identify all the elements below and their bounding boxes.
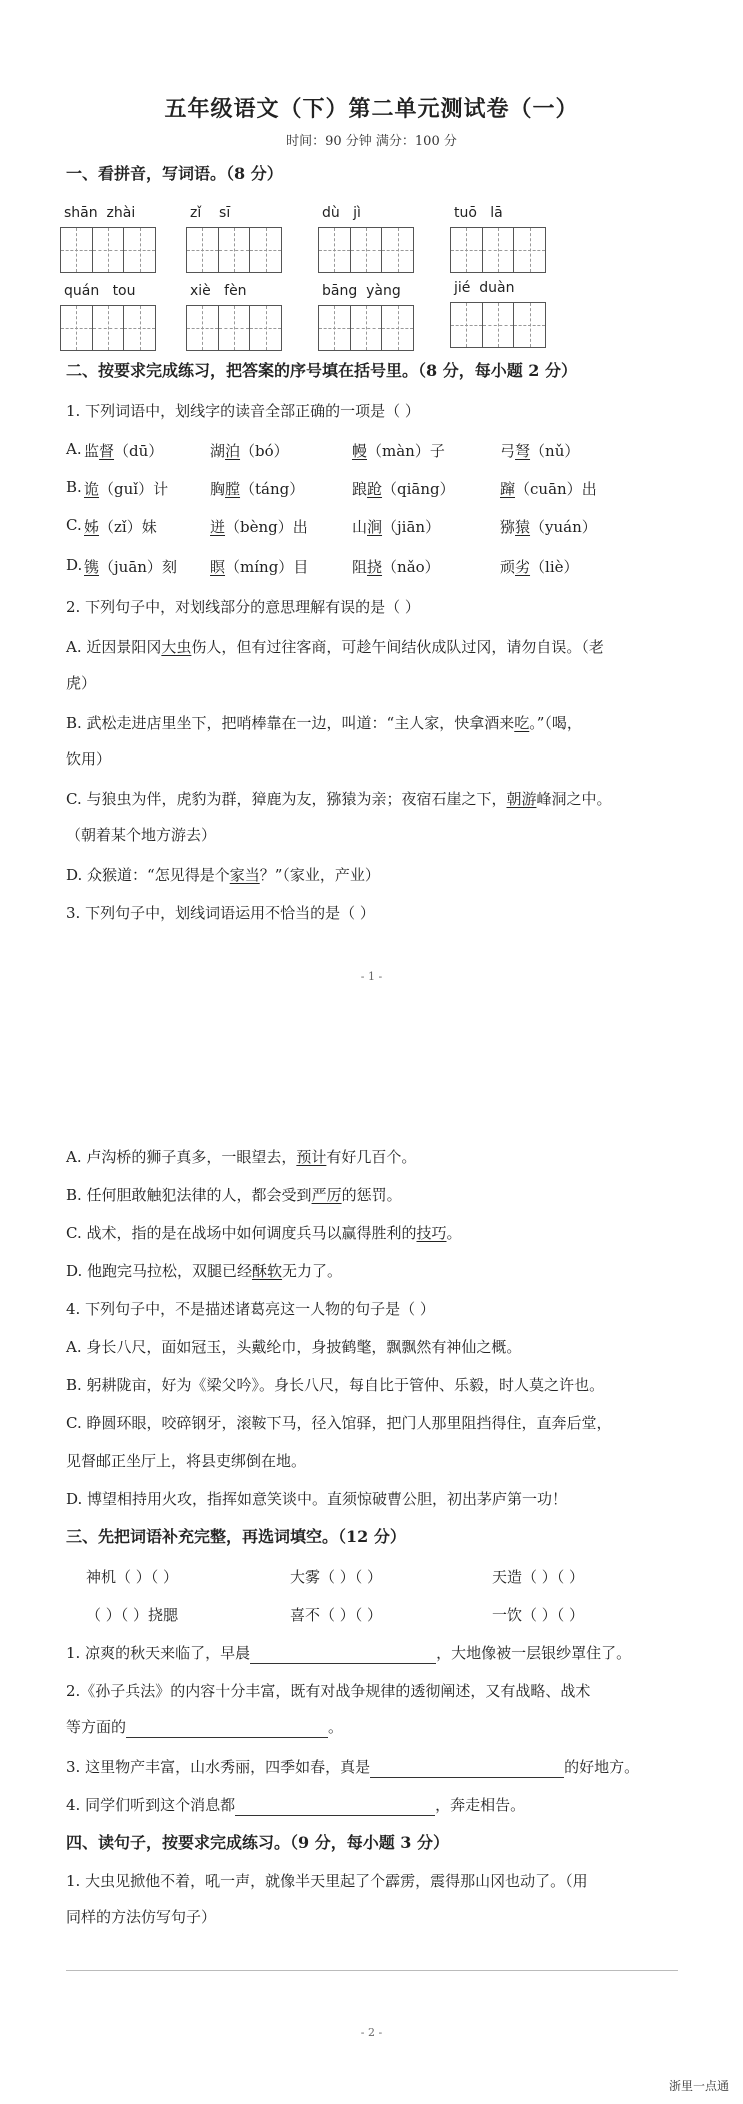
page-number: - 2 - <box>360 2026 383 2039</box>
q2-option-a-cont: 虎） <box>66 674 97 692</box>
q4-option-c: C. 睁圆环眼，咬碎钢牙，滚鞍下马，径入馆驿，把门人那里阻挡得住，直奔后堂， <box>66 1414 612 1432</box>
question-1-stem: 1. 下列词语中，划线字的读音全部正确的一项是（ ） <box>66 402 420 420</box>
q1-word: 幔（màn）子 <box>352 442 445 460</box>
idiom-blank: 天造（ ）（ ） <box>492 1568 585 1586</box>
fill-sentence-2: 2.《孙子兵法》的内容十分丰富，既有对战争规律的透彻阐述，又有战略、战术 <box>66 1682 591 1700</box>
q1-word: 镌（juān）刻 <box>84 558 177 576</box>
section3-heading: 三、先把词语补充完整，再选词填空。（12 分） <box>66 1527 406 1546</box>
q1-word: 顽劣（liè） <box>500 558 579 576</box>
q3-option-d: D. 他跑完马拉松，双腿已经酥软无力了。 <box>66 1262 343 1280</box>
page-title: 五年级语文（下）第二单元测试卷（一） <box>164 96 579 122</box>
q2-option-d: D. 众猴道：“怎见得是个家当？”（家业，产业） <box>66 866 380 884</box>
page-number: - 1 - <box>360 970 383 983</box>
q4-option-c-cont: 见督邮正坐厅上，将县吏绑倒在地。 <box>66 1452 307 1470</box>
idiom-blank: 一饮（ ）（ ） <box>492 1606 585 1624</box>
q1-word: 湖泊（bó） <box>210 442 289 460</box>
q1-word: 迸（bèng）出 <box>210 518 308 536</box>
watermark-text: 浙里一点通 <box>668 2079 729 2093</box>
q1-word: 姊（zǐ）妹 <box>84 518 157 536</box>
answer-grid[interactable] <box>318 305 414 351</box>
answer-line[interactable] <box>66 1970 678 1971</box>
section1-heading: 一、看拼音，写词语。（8 分） <box>66 164 283 183</box>
section4-heading: 四、读句子，按要求完成练习。（9 分，每小题 3 分） <box>66 1833 449 1852</box>
q4-option-b: B. 躬耕陇亩，好为《梁父吟》。身长八尺，每自比于管仲、乐毅，时人莫之许也。 <box>66 1376 605 1394</box>
answer-blank[interactable] <box>126 1719 328 1738</box>
q1-word: 踉跄（qiāng） <box>352 480 455 498</box>
answer-blank[interactable] <box>250 1645 436 1664</box>
question-3-stem: 3. 下列句子中，划线词语运用不恰当的是（ ） <box>66 904 375 922</box>
q1-option-label: D. <box>66 556 83 574</box>
fill-sentence-1: 1. 凉爽的秋天来临了，早晨 ，大地像被一层银纱罩住了。 <box>66 1644 632 1662</box>
page-2 <box>0 1130 743 2104</box>
answer-blank[interactable] <box>235 1797 435 1816</box>
answer-grid[interactable] <box>186 305 282 351</box>
idiom-blank: 大雾（ ）（ ） <box>290 1568 383 1586</box>
section2-heading: 二、按要求完成练习，把答案的序号填在括号里。（8 分，每小题 2 分） <box>66 361 577 380</box>
q3-option-b: B. 任何胆敢触犯法律的人，都会受到严厉的惩罚。 <box>66 1186 402 1204</box>
answer-grid[interactable] <box>318 227 414 273</box>
q4-option-d: D. 博望相持用火攻，指挥如意笑谈中。直须惊破曹公胆，初出茅庐第一功！ <box>66 1490 568 1508</box>
answer-grid[interactable] <box>450 302 546 348</box>
section4-question-1-cont: 同样的方法仿写句子） <box>66 1908 217 1926</box>
q2-option-b-cont: 饮用） <box>66 750 112 768</box>
idiom-blank: 神机（ ）（ ） <box>86 1568 179 1586</box>
q2-option-c: C. 与狼虫为伴，虎豹为群，獐鹿为友，猕猿为亲；夜宿石崖之下，朝游峰洞之中。 <box>66 790 612 808</box>
fill-sentence-2-cont: 等方面的 。 <box>66 1718 344 1736</box>
q1-word: 猕猿（yuán） <box>500 518 597 536</box>
q1-word: 诡（guǐ）计 <box>84 480 169 498</box>
q1-word: 阻挠（nǎo） <box>352 558 440 576</box>
q3-option-c: C. 战术，指的是在战场中如何调度兵马以赢得胜利的技巧。 <box>66 1224 462 1242</box>
q1-option-label: B. <box>66 478 82 496</box>
q3-option-a: A. 卢沟桥的狮子真多，一眼望去，预计有好几百个。 <box>66 1148 417 1166</box>
q1-word: 山涧（jiān） <box>352 518 441 536</box>
answer-grid[interactable] <box>60 227 156 273</box>
q1-word: 弓弩（nǔ） <box>500 442 580 460</box>
section4-question-1: 1. 大虫见掀他不着，吼一声，就像半天里起了个霹雳，震得那山冈也动了。（用 <box>66 1872 588 1890</box>
q1-word: 监督（dū） <box>84 442 164 460</box>
page-1: 五年级语文（下）第二单元测试卷（一） 时间：90 分钟 满分：100 分 一、看拼音，写词语。（8 分） shān zhài zǐ sī dù jì tuō lā quán tou xiè fèn bāng yàng jié duàn 二、按要求完成练习，把答案的序号填在括号里。（8 分，每小题 2 分） 1. 下列词语中，划线字的读音全部正确的一项是（ ） A. 监督（dū） 湖泊（bó） 幔（màn）子 弓弩（nǔ） B. 诡（guǐ）计 胸膛（táng） 踉跄（qiāng） 蹿（cuān）出 C. 姊（zǐ）妹 迸（bèng）出 山涧（jiān） 猕猿（yuán） D. 镌（juān）刻 瞑（míng）目 阻挠（nǎo） 顽劣（liè） 2. 下列句子中，对划线部分的意思理解有误的是（ ） A. 近因景阳冈大虫伤人，但有过往客商，可趁午间结伙成队过冈，请勿自误。（老 虎） B. 武松走进店里坐下，把哨棒靠在一边，叫道：“主人家，快拿酒来吃。”（喝， 饮用） C. 与狼虫为伴，虎豹为群，獐鹿为友，猕猿为亲；夜宿石崖之下，朝游峰洞之中。 （朝着某个地方游去） D. 众猴道：“怎见得是个家当？”（家业，产业） 3. 下列句子中，划线词语运用不恰当的是（ ） - 1 - <box>0 0 743 1000</box>
q1-word: 蹿（cuān）出 <box>500 480 597 498</box>
q2-option-a: A. 近因景阳冈大虫伤人，但有过往客商，可趁午间结伙成队过冈，请勿自误。（老 <box>66 638 604 656</box>
question-4-stem: 4. 下列句子中，不是描述诸葛亮这一人物的句子是（ ） <box>66 1300 435 1318</box>
answer-grid[interactable] <box>450 227 546 273</box>
answer-blank[interactable] <box>370 1759 564 1778</box>
question-2-stem: 2. 下列句子中，对划线部分的意思理解有误的是（ ） <box>66 598 420 616</box>
q1-option-label: C. <box>66 516 82 534</box>
q2-option-b: B. 武松走进店里坐下，把哨棒靠在一边，叫道：“主人家，快拿酒来吃。”（喝， <box>66 714 582 732</box>
answer-grid[interactable] <box>186 227 282 273</box>
q2-option-c-cont: （朝着某个地方游去） <box>66 826 217 844</box>
fill-sentence-3: 3. 这里物产丰富，山水秀丽，四季如春，真是 的好地方。 <box>66 1758 640 1776</box>
exam-info: 时间：90 分钟 满分：100 分 <box>286 134 457 149</box>
idiom-blank: （ ）（ ）挠腮 <box>86 1606 179 1624</box>
q1-word: 瞑（míng）目 <box>210 558 309 576</box>
answer-grid[interactable] <box>60 305 156 351</box>
q1-word: 胸膛（táng） <box>210 480 305 498</box>
fill-sentence-4: 4. 同学们听到这个消息都 ，奔走相告。 <box>66 1796 526 1814</box>
idiom-blank: 喜不（ ）（ ） <box>290 1606 383 1624</box>
q4-option-a: A. 身长八尺，面如冠玉，头戴纶巾，身披鹤氅，飘飘然有神仙之概。 <box>66 1338 522 1356</box>
q1-option-label: A. <box>66 440 82 458</box>
